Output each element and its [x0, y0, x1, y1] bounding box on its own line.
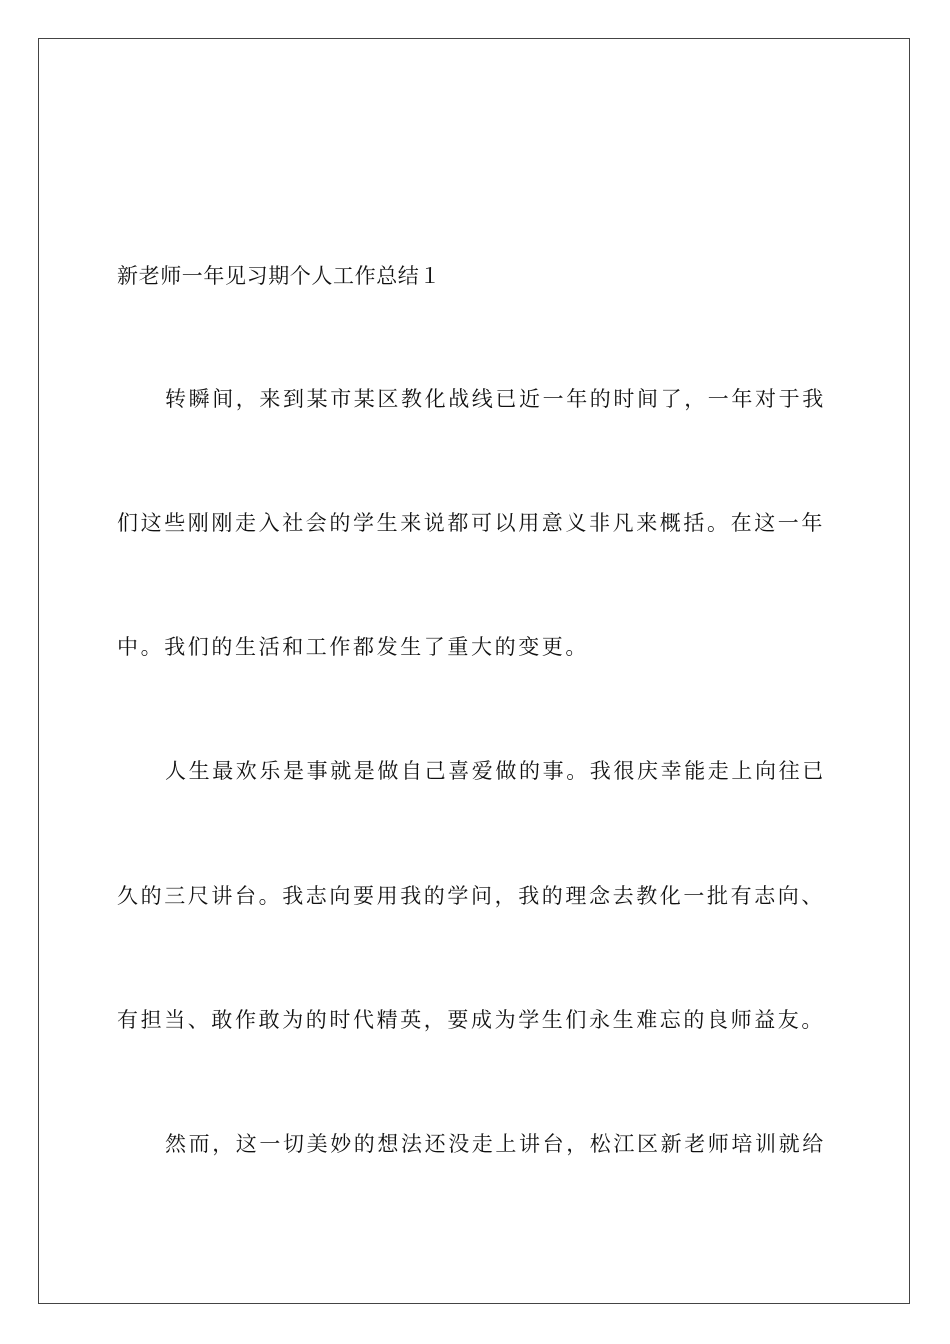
paragraph-1-line-3: 中。我们的生活和工作都发生了重大的变更。 [117, 635, 589, 659]
paragraph-2-line-1: 人生最欢乐是事就是做自己喜爱做的事。我很庆幸能走上向往已 [165, 759, 826, 783]
paragraph-2-line-2: 久的三尺讲台。我志向要用我的学问，我的理念去教化一批有志向、 [117, 884, 825, 908]
paragraph-1-line-1: 转瞬间，来到某市某区教化战线已近一年的时间了，一年对于我 [165, 387, 826, 411]
paragraph-3-line-1: 然而，这一切美妙的想法还没走上讲台，松江区新老师培训就给 [165, 1132, 826, 1156]
paragraph-2-line-3: 有担当、敢作敢为的时代精英，要成为学生们永生难忘的良师益友。 [117, 1008, 825, 1032]
document-title: 新老师一年见习期个人工作总结１ [117, 264, 441, 288]
paragraph-1-line-2: 们这些刚刚走入社会的学生来说都可以用意义非凡来概括。在这一年 [117, 511, 825, 535]
page-border [38, 38, 910, 1304]
